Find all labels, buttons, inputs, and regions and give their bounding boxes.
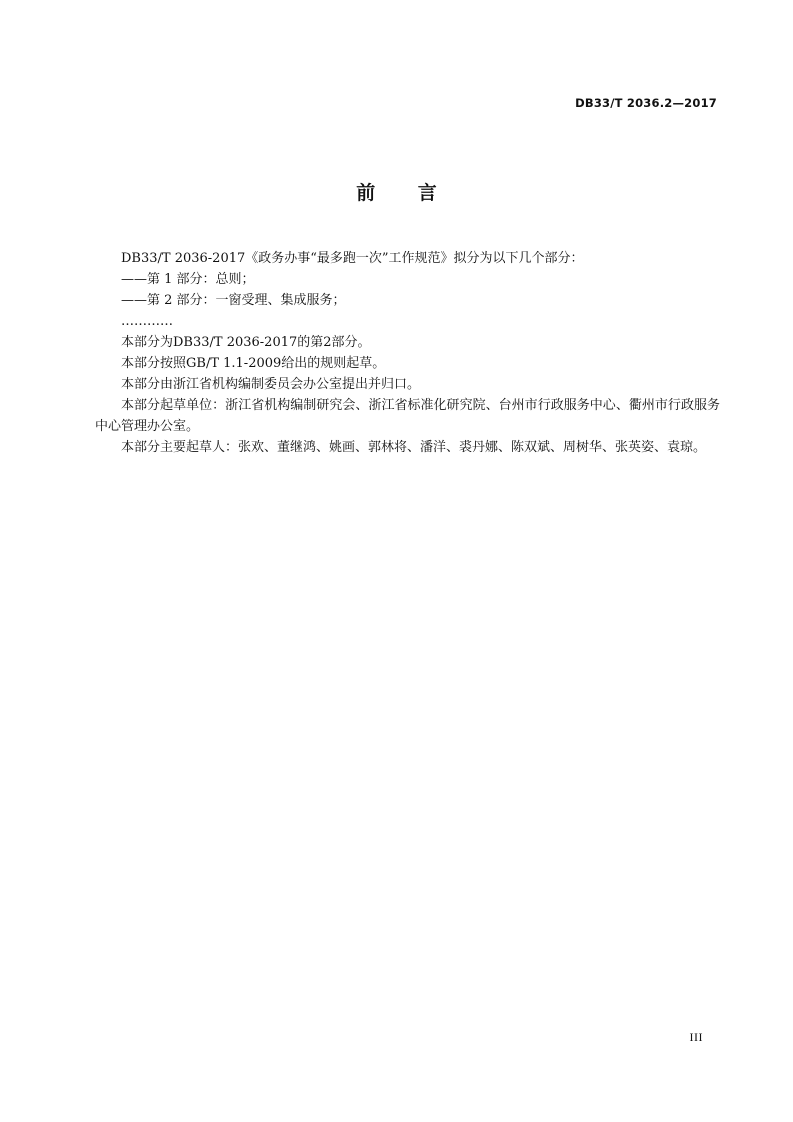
paragraph-proposer: 本部分由浙江省机构编制委员会办公室提出并归口。 [121,377,421,392]
page-title: 前 言 [356,182,455,204]
paragraph-part-statement: 本部分为DB33/T 2036-2017的第2部分。 [121,335,371,350]
preface-body [95,248,720,458]
paragraph-intro: DB33/T 2036-2017《政务办事“最多跑一次”工作规范》拟分为以下几个部分： [121,251,584,266]
document-code: DB33/T 2036.2—2017 [575,96,717,110]
page-number: III [689,1030,703,1044]
paragraph-drafters: 本部分主要起草人：张欢、董继鸿、姚画、郭林将、潘洋、裘丹娜、陈双斌、周树华、张英姿、袁琼。 [121,440,707,455]
list-item-part-2: ——第 2 部分：一窗受理、集成服务； [121,293,346,308]
list-item-part-1: ——第 1 部分：总则； [121,272,255,287]
paragraph-drafting-rules: 本部分按照GB/T 1.1-2009给出的规则起草。 [121,356,386,371]
list-ellipsis: ………… [121,314,173,329]
paragraph-drafting-units: 本部分起草单位：浙江省机构编制研究会、浙江省标准化研究院、台州市行政服务中心、衢州市行政服务中心管理办公室。 [95,398,720,434]
